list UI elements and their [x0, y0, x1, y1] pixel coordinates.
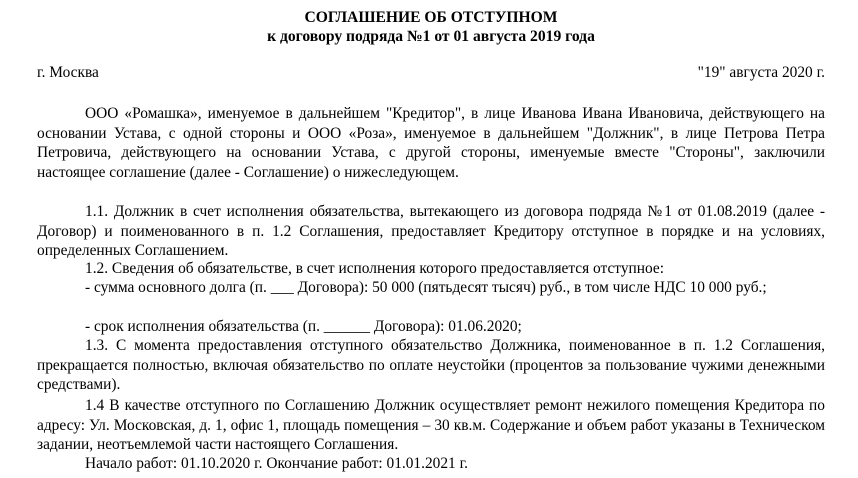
document-subtitle: к договору подряда №1 от 01 августа 2019 года [267, 28, 595, 45]
date-text: "19" августа 2020 г. [697, 64, 825, 81]
clause-1-4: 1.4 В качестве отступного по Соглашению Должник осуществляет ремонт нежилого помещения Кредитора по адресу: Ул. Московская, д. 1, офис 1, площадь помещения – 30 кв.м. Содержание и объем работ указаны в Техническом задании, неотъемлемой части настоящего Соглашения. [37, 397, 825, 454]
clause-1-2: 1.2. Сведения об обязательстве, в счет исполнения которого предоставляется отступное: [85, 260, 664, 277]
place-text: г. Москва [37, 64, 99, 81]
clause-1-2-debt: - сумма основного долга (п. ___ Договора): 50 000 (пятьдесят тысяч) руб., в том числе НДС 10 000 руб.; [85, 279, 767, 296]
clause-1-3: 1.3. С момента предоставления отступного обязательство Должника, поименованное в п. 1.2 Соглашения, прекращается полностью, включая обязательство по оплате неустойки (процентов за пользование чужими денежными средствами). [37, 337, 825, 394]
document-title: СОГЛАШЕНИЕ ОБ ОТСТУПНОМ [304, 9, 558, 26]
preamble-paragraph: ООО «Ромашка», именуемое в дальнейшем "Кредитор", в лице Иванова Ивана Ивановича, действующего на основании Устава, с одной стороны и ООО «Роза», именуемое в дальнейшем "Должник", в лице Петрова Петра Петровича, действующего на основании Устава, с другой стороны, именуемые вместе "Стороны", заключили настоящее соглашение (далее - Соглашение) о нижеследующем. [37, 105, 825, 181]
clause-1-1: 1.1. Должник в счет исполнения обязательства, вытекающего из договора подряда №1 от 01.08.2019 (далее - Договор) и поименованного в п. 1.2 Соглашения, предоставляет Кредитору отступное в порядке и на условиях, определенных Соглашением. [37, 203, 825, 260]
clause-1-2-term: - срок исполнения обязательства (п. ______ Договора): 01.06.2020; [85, 318, 522, 335]
work-dates: Начало работ: 01.10.2020 г. Окончание работ: 01.01.2021 г. [85, 455, 469, 472]
place-date-row [37, 63, 825, 83]
